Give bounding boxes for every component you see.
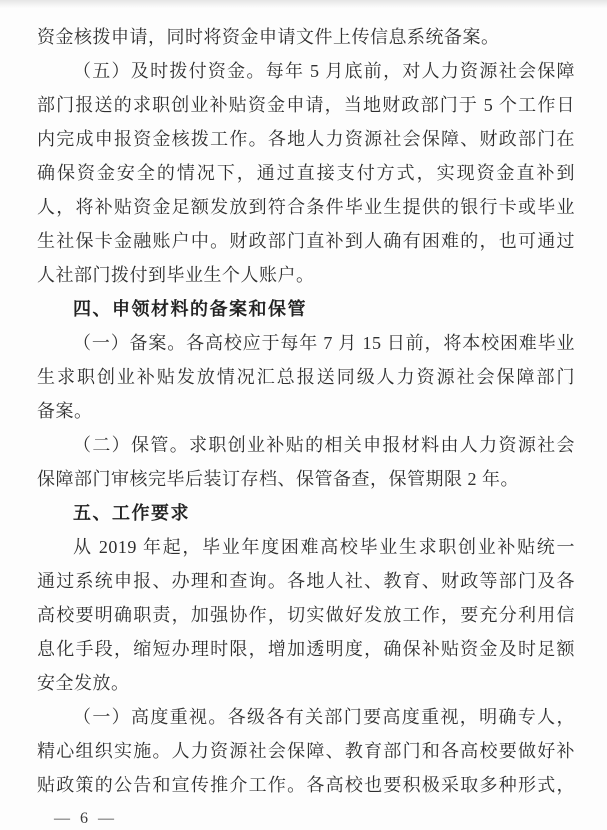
paragraph-line: 备案。 bbox=[37, 401, 93, 421]
paragraph-line: 确保资金安全的情况下，通过直接支付方式，实现资金直补到 bbox=[37, 163, 575, 183]
scan-edge-shading bbox=[0, 0, 607, 8]
paragraph-line: 高校要明确职责，加强协作，切实做好发放工作，要充分利用信 bbox=[37, 605, 575, 625]
paragraph-line: 生社保卡金融账户中。财政部门直补到人确有困难的，也可通过 bbox=[37, 231, 575, 251]
paragraph-line: 保障部门审核完毕后装订存档、保管备查，保管期限 2 年。 bbox=[37, 469, 519, 489]
paragraph-line: 人，将补贴资金足额发放到符合条件毕业生提供的银行卡或毕业 bbox=[37, 197, 575, 217]
paragraph-line: （一）高度重视。各级各有关部门要高度重视，明确专人， bbox=[73, 707, 575, 727]
paragraph-line: （五）及时拨付资金。每年 5 月底前，对人力资源社会保障 bbox=[73, 61, 575, 81]
page-number-footer: — 6 — bbox=[54, 810, 117, 827]
paragraph-line: 贴政策的公告和宣传推介工作。各高校也要积极采取多种形式， bbox=[37, 775, 575, 795]
paragraph-line: 资金核拨申请，同时将资金申请文件上传信息系统备案。 bbox=[37, 27, 500, 47]
paragraph-line: 安全发放。 bbox=[37, 673, 130, 693]
paragraph-line: （一）备案。各高校应于每年 7 月 15 日前，将本校困难毕业 bbox=[73, 333, 575, 353]
section-heading-4: 四、申领材料的备案和保管 bbox=[73, 299, 307, 319]
paragraph-line: 息化手段，缩短办理时限，增加透明度，确保补贴资金及时足额 bbox=[37, 639, 575, 659]
paragraph-line: 部门报送的求职创业补贴资金申请，当地财政部门于 5 个工作日 bbox=[37, 95, 575, 115]
section-heading-5: 五、工作要求 bbox=[73, 503, 190, 523]
paragraph-line: （二）保管。求职创业补贴的相关申报材料由人力资源社会 bbox=[73, 435, 575, 455]
paragraph-line: 通过系统申报、办理和查询。各地人社、教育、财政等部门及各 bbox=[37, 571, 575, 591]
paragraph-line: 从 2019 年起，毕业年度困难高校毕业生求职创业补贴统一 bbox=[73, 537, 575, 557]
paragraph-line: 生求职创业补贴发放情况汇总报送同级人力资源社会保障部门 bbox=[37, 367, 575, 387]
paragraph-line: 内完成申报资金核拨工作。各地人力资源社会保障、财政部门在 bbox=[37, 129, 575, 149]
document-body bbox=[37, 20, 575, 830]
paragraph-line: 人社部门拨付到毕业生个人账户。 bbox=[37, 265, 315, 285]
paragraph-line: 精心组织实施。人力资源社会保障、教育部门和各高校要做好补 bbox=[37, 741, 575, 761]
